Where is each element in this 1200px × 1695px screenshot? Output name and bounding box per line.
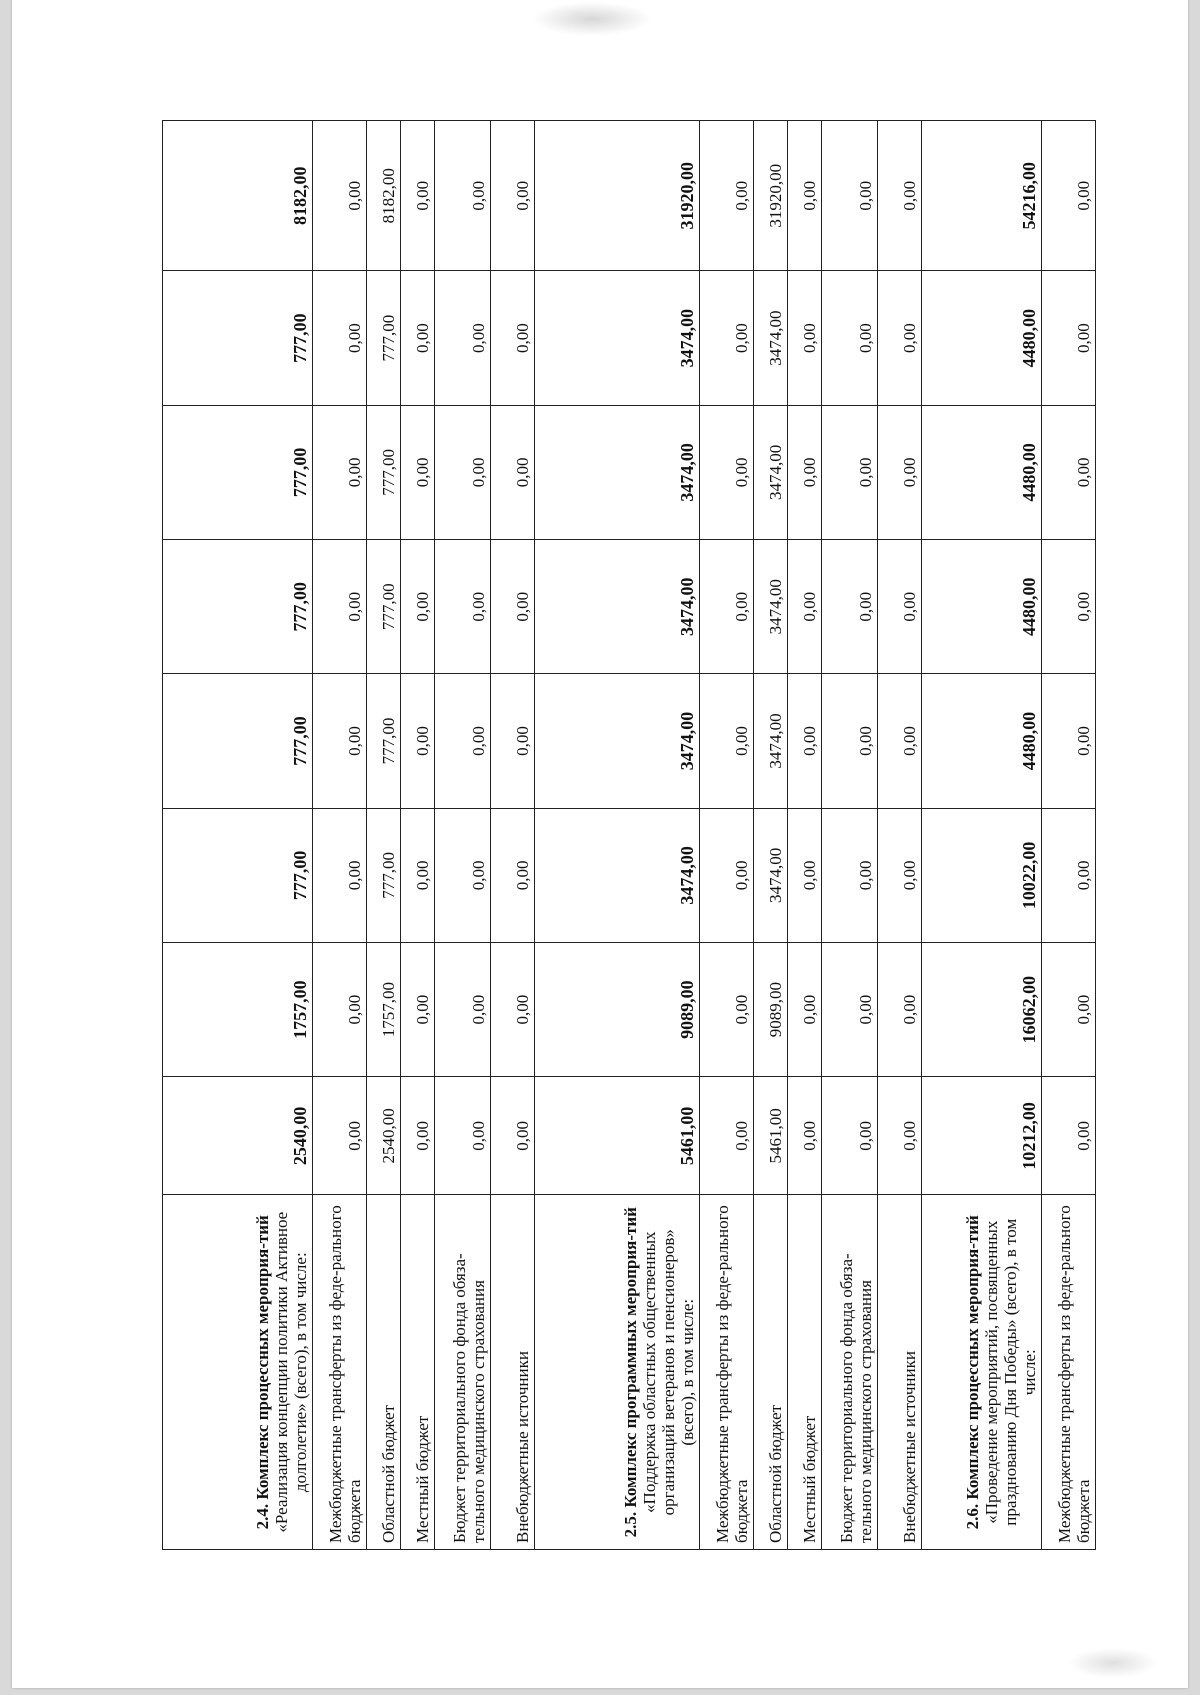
- value-cell: 0,00: [401, 271, 435, 405]
- value-cell: 0,00: [313, 1077, 367, 1195]
- row-label: Внебюджетные источники: [491, 1195, 535, 1550]
- value-cell: 3474,00: [754, 674, 788, 808]
- total-value-cell: 2540,00: [163, 1077, 313, 1195]
- value-cell: 0,00: [1042, 1077, 1096, 1195]
- total-value-cell: 1757,00: [163, 942, 313, 1076]
- value-cell: 0,00: [401, 942, 435, 1076]
- value-cell: 0,00: [1042, 808, 1096, 942]
- section-subtitle: «Реализация концепции политики Активное долголетие» (всего), в том числе:: [271, 1211, 310, 1533]
- value-cell: 0,00: [1042, 405, 1096, 539]
- value-cell: 0,00: [878, 540, 922, 674]
- value-cell: 0,00: [788, 674, 822, 808]
- total-value-cell: 3474,00: [535, 808, 700, 942]
- value-cell: 0,00: [313, 674, 367, 808]
- total-value-cell: 31920,00: [535, 121, 700, 271]
- value-cell: 0,00: [878, 808, 922, 942]
- value-cell: 0,00: [1042, 121, 1096, 271]
- value-cell: 0,00: [401, 674, 435, 808]
- value-cell: 777,00: [367, 271, 401, 405]
- row-label: Местный бюджет: [401, 1195, 435, 1550]
- total-value-cell: 777,00: [163, 808, 313, 942]
- row-label: Местный бюджет: [788, 1195, 822, 1550]
- value-cell: 0,00: [401, 540, 435, 674]
- value-cell: 0,00: [822, 674, 878, 808]
- total-value-cell: 5461,00: [535, 1077, 700, 1195]
- table-row: [1042, 121, 1096, 1550]
- row-label: Межбюджетные трансферты из феде-рального бюджета: [1042, 1195, 1096, 1550]
- value-cell: 0,00: [401, 405, 435, 539]
- total-value-cell: 9089,00: [535, 942, 700, 1076]
- value-cell: 0,00: [491, 405, 535, 539]
- total-value-cell: 4480,00: [922, 405, 1042, 539]
- rotated-table-container: [162, 120, 1093, 1550]
- value-cell: 3474,00: [754, 271, 788, 405]
- value-cell: 0,00: [788, 271, 822, 405]
- value-cell: 0,00: [491, 674, 535, 808]
- value-cell: 0,00: [700, 121, 754, 271]
- value-cell: 0,00: [788, 405, 822, 539]
- value-cell: 0,00: [700, 942, 754, 1076]
- value-cell: 0,00: [1042, 271, 1096, 405]
- section-title-cell: [163, 1195, 313, 1550]
- section-subtitle: «Поддержка областных общественных организаций ветеранов и пенсионеров» (всего), в том числе:: [639, 1229, 697, 1516]
- value-cell: 0,00: [313, 942, 367, 1076]
- value-cell: 1757,00: [367, 942, 401, 1076]
- value-cell: 0,00: [700, 1077, 754, 1195]
- value-cell: 0,00: [491, 540, 535, 674]
- row-label: Бюджет территориального фонда обяза-тельного медицинского страхования: [435, 1195, 491, 1550]
- row-label: Бюджет территориального фонда обяза-тельного медицинского страхования: [822, 1195, 878, 1550]
- section-title: 2.4. Комплекс процессных мероприя-тий: [252, 1215, 272, 1530]
- value-cell: 0,00: [491, 1077, 535, 1195]
- table-row: [788, 121, 822, 1550]
- value-cell: 0,00: [401, 121, 435, 271]
- total-value-cell: 3474,00: [535, 271, 700, 405]
- row-label: Межбюджетные трансферты из феде-рального бюджета: [313, 1195, 367, 1550]
- value-cell: 0,00: [435, 271, 491, 405]
- value-cell: 0,00: [491, 121, 535, 271]
- section-total-row: [922, 121, 1042, 1550]
- total-value-cell: 10022,00: [922, 808, 1042, 942]
- row-label: Областной бюджет: [367, 1195, 401, 1550]
- value-cell: 0,00: [491, 808, 535, 942]
- total-value-cell: 8182,00: [163, 121, 313, 271]
- value-cell: 0,00: [788, 1077, 822, 1195]
- section-total-row: [163, 121, 313, 1550]
- value-cell: 8182,00: [367, 121, 401, 271]
- value-cell: 0,00: [822, 121, 878, 271]
- value-cell: 0,00: [1042, 942, 1096, 1076]
- total-value-cell: 4480,00: [922, 674, 1042, 808]
- table-row: [491, 121, 535, 1550]
- value-cell: 777,00: [367, 674, 401, 808]
- total-value-cell: 777,00: [163, 271, 313, 405]
- value-cell: 0,00: [435, 405, 491, 539]
- table-row: [435, 121, 491, 1550]
- section-total-row: [535, 121, 700, 1550]
- value-cell: 0,00: [313, 405, 367, 539]
- total-value-cell: 777,00: [163, 405, 313, 539]
- value-cell: 0,00: [435, 121, 491, 271]
- section-title: 2.6. Комплекс процессных мероприя-тий: [962, 1215, 982, 1530]
- value-cell: 0,00: [878, 405, 922, 539]
- value-cell: 0,00: [435, 674, 491, 808]
- value-cell: 9089,00: [754, 942, 788, 1076]
- value-cell: 777,00: [367, 808, 401, 942]
- value-cell: 0,00: [1042, 674, 1096, 808]
- total-value-cell: 4480,00: [922, 540, 1042, 674]
- value-cell: 3474,00: [754, 808, 788, 942]
- value-cell: 0,00: [822, 1077, 878, 1195]
- value-cell: 0,00: [313, 271, 367, 405]
- section-title-cell: [922, 1195, 1042, 1550]
- value-cell: 0,00: [700, 674, 754, 808]
- value-cell: 0,00: [435, 540, 491, 674]
- table-row: [700, 121, 754, 1550]
- value-cell: 2540,00: [367, 1077, 401, 1195]
- scan-artifact: [532, 2, 652, 36]
- total-value-cell: 16062,00: [922, 942, 1042, 1076]
- value-cell: 0,00: [788, 540, 822, 674]
- value-cell: 777,00: [367, 540, 401, 674]
- total-value-cell: 3474,00: [535, 674, 700, 808]
- value-cell: 0,00: [700, 271, 754, 405]
- value-cell: 0,00: [313, 121, 367, 271]
- value-cell: 0,00: [822, 271, 878, 405]
- value-cell: 0,00: [822, 942, 878, 1076]
- row-label: Внебюджетные источники: [878, 1195, 922, 1550]
- table-row: [822, 121, 878, 1550]
- value-cell: 0,00: [822, 540, 878, 674]
- row-label: Межбюджетные трансферты из феде-рального бюджета: [700, 1195, 754, 1550]
- value-cell: 0,00: [822, 808, 878, 942]
- value-cell: 0,00: [878, 674, 922, 808]
- total-value-cell: 10212,00: [922, 1077, 1042, 1195]
- value-cell: 0,00: [700, 540, 754, 674]
- total-value-cell: 777,00: [163, 540, 313, 674]
- table-row: [367, 121, 401, 1550]
- value-cell: 0,00: [401, 1077, 435, 1195]
- value-cell: 0,00: [878, 1077, 922, 1195]
- value-cell: 0,00: [822, 405, 878, 539]
- row-label: Областной бюджет: [754, 1195, 788, 1550]
- table-row: [401, 121, 435, 1550]
- section-title-cell: [535, 1195, 700, 1550]
- value-cell: 0,00: [435, 808, 491, 942]
- value-cell: 0,00: [401, 808, 435, 942]
- total-value-cell: 54216,00: [922, 121, 1042, 271]
- value-cell: 0,00: [1042, 540, 1096, 674]
- section-title: 2.5. Комплекс программных мероприя-тий: [620, 1207, 640, 1538]
- scan-artifact: [1068, 1648, 1158, 1678]
- value-cell: 0,00: [788, 808, 822, 942]
- value-cell: 0,00: [878, 121, 922, 271]
- budget-table: [162, 120, 1096, 1550]
- value-cell: 3474,00: [754, 540, 788, 674]
- total-value-cell: 3474,00: [535, 405, 700, 539]
- value-cell: 0,00: [491, 271, 535, 405]
- table-row: [878, 121, 922, 1550]
- value-cell: 777,00: [367, 405, 401, 539]
- value-cell: 0,00: [788, 942, 822, 1076]
- value-cell: 0,00: [878, 271, 922, 405]
- table-row: [754, 121, 788, 1550]
- value-cell: 0,00: [435, 1077, 491, 1195]
- value-cell: 3474,00: [754, 405, 788, 539]
- table-row: [313, 121, 367, 1550]
- value-cell: 0,00: [491, 942, 535, 1076]
- value-cell: 0,00: [435, 942, 491, 1076]
- section-subtitle: «Проведение мероприятий, посвященных празднованию Дня Победы» (всего), в том числе:: [981, 1218, 1039, 1526]
- value-cell: 0,00: [700, 405, 754, 539]
- value-cell: 0,00: [700, 808, 754, 942]
- value-cell: 31920,00: [754, 121, 788, 271]
- value-cell: 0,00: [788, 121, 822, 271]
- total-value-cell: 4480,00: [922, 271, 1042, 405]
- document-page: [12, 0, 1188, 1688]
- value-cell: 0,00: [313, 540, 367, 674]
- total-value-cell: 3474,00: [535, 540, 700, 674]
- total-value-cell: 777,00: [163, 674, 313, 808]
- value-cell: 0,00: [878, 942, 922, 1076]
- value-cell: 5461,00: [754, 1077, 788, 1195]
- value-cell: 0,00: [313, 808, 367, 942]
